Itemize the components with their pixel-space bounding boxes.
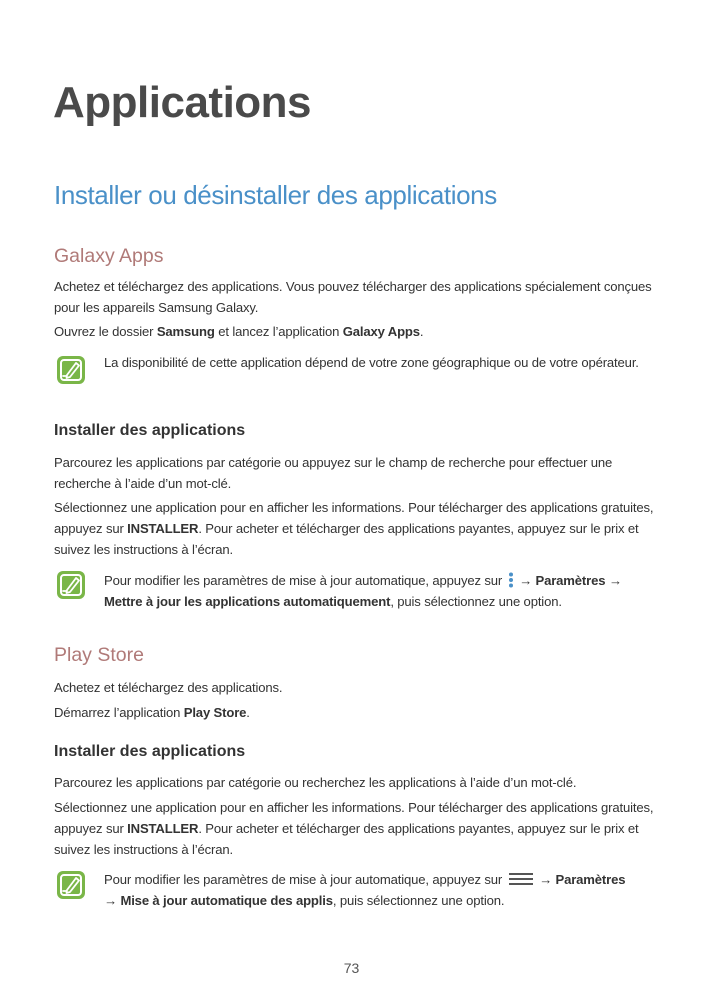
menu-icon [509,870,533,882]
section-title: Installer ou désinstaller des applications [54,180,497,210]
play-store-intro: Achetez et téléchargez des applications. [54,680,283,695]
galaxy-apps-install-p2: Sélectionnez une application pour en afficher les informations. Pour télécharger des applications gratuites, appuyez sur INSTALLER. Pour acheter et télécharger des applications payantes, appuyez sur le prix et suivez les instructions à l’écran. [54,500,654,557]
galaxy-apps-open-instruction: Ouvrez le dossier Samsung et lancez l’application Galaxy Apps. [54,324,424,339]
installer-label: INSTALLER [127,521,199,536]
note-pencil-icon [56,570,86,600]
samsung-folder-label: Samsung [156,324,215,339]
note-pencil-icon [56,355,86,385]
play-store-install-p2: Sélectionnez une application pour en afficher les informations. Pour télécharger des applications gratuites, appuyez sur INSTALLER. Pour acheter et télécharger des applications payantes, appuyez sur le prix et suivez les instructions à l’écran. [54,800,654,857]
galaxy-apps-install-p1: Parcourez les applications par catégorie ou appuyez sur le champ de recherche pour effectuer une recherche à l’aide d’un mot-clé. [54,455,613,491]
galaxy-apps-intro: Achetez et téléchargez des applications. Vous pouvez télécharger des applications spécialement conçues pour les appareils Samsung Galaxy. [54,279,652,315]
play-store-label: Play Store [183,705,247,720]
galaxy-apps-label: Galaxy Apps [342,324,420,339]
play-store-title: Play Store [54,644,144,666]
more-options-icon [508,572,514,588]
galaxy-apps-note-update: Pour modifier les paramètres de mise à jour automatique, appuyez sur → Paramètres → Mettre à jour les applications automatiquement, puis sélectionnez une option. [104,573,622,609]
chapter-title: Applications [53,78,312,127]
galaxy-apps-install-heading: Installer des applications [54,422,246,439]
galaxy-apps-note: La disponibilité de cette application dépend de votre zone géographique ou de votre opérateur. [104,355,639,370]
note-pencil-icon [56,870,86,900]
galaxy-apps-title: Galaxy Apps [54,245,164,267]
play-store-install-p1: Parcourez les applications par catégorie ou recherchez les applications à l’aide d’un mot-clé. [54,775,577,790]
play-store-install-heading: Installer des applications [54,743,246,760]
page-number: 73 [343,960,360,976]
play-store-launch-instruction: Démarrez l’application Play Store. [54,705,250,720]
play-store-note-update: Pour modifier les paramètres de mise à jour automatique, appuyez sur → Paramètres → Mise à jour automatique des applis, puis sélectionnez une option. [104,872,626,908]
installer-label: INSTALLER [127,821,199,836]
